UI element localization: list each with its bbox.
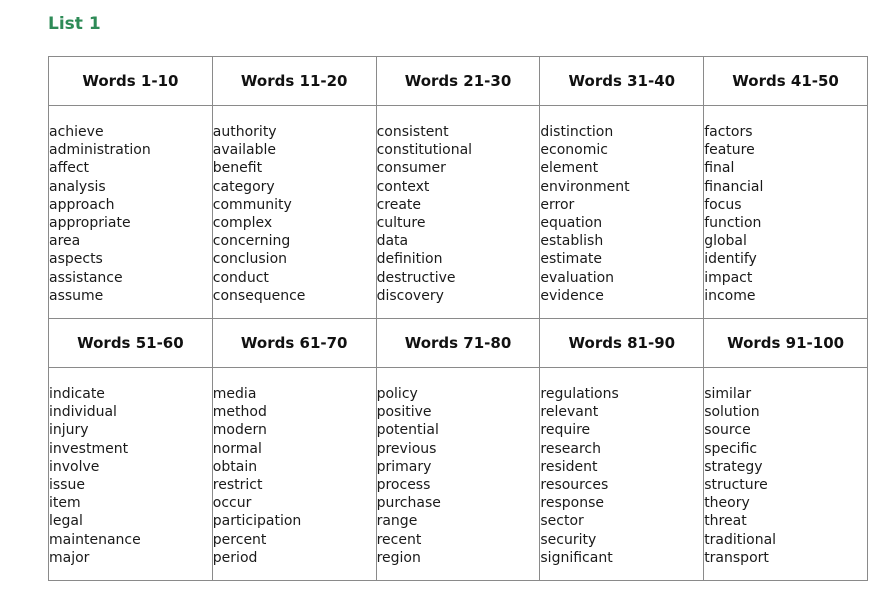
word-item: method xyxy=(212,404,267,421)
word-item: region xyxy=(376,549,421,566)
word-item: potential xyxy=(376,422,439,439)
word-item: establish xyxy=(540,233,604,250)
word-item: consumer xyxy=(376,160,446,177)
word-item: equation xyxy=(540,215,603,232)
word-item: identify xyxy=(704,251,757,268)
column-heading: Words 11-20 xyxy=(212,57,376,106)
word-item: source xyxy=(704,422,751,439)
word-item: regulations xyxy=(540,386,619,402)
word-item: community xyxy=(212,196,292,213)
word-item: administration xyxy=(49,142,151,159)
word-item: consequence xyxy=(212,287,306,304)
word-item: range xyxy=(376,513,418,530)
word-item: significant xyxy=(540,549,613,566)
word-group-cell xyxy=(540,106,704,319)
word-item: similar xyxy=(704,386,752,402)
word-item: evidence xyxy=(540,287,604,304)
word-list xyxy=(213,123,376,305)
word-item: economic xyxy=(540,142,608,159)
word-item: restrict xyxy=(212,477,263,494)
word-item: element xyxy=(540,160,599,177)
word-item: evaluation xyxy=(540,269,615,286)
word-list xyxy=(377,385,540,567)
word-item: issue xyxy=(49,477,85,494)
word-item: discovery xyxy=(376,287,444,304)
word-list xyxy=(49,385,212,567)
word-item: sector xyxy=(540,513,584,530)
word-item: authority xyxy=(212,124,277,140)
word-table-body xyxy=(49,57,868,581)
word-item: media xyxy=(212,386,257,402)
word-group-cell xyxy=(376,368,540,581)
word-item: legal xyxy=(49,513,83,530)
word-list xyxy=(540,385,703,567)
word-item: aspects xyxy=(49,251,103,268)
word-item: assistance xyxy=(49,269,123,286)
word-item: resident xyxy=(540,458,598,475)
heading-row xyxy=(49,319,868,368)
word-item: constitutional xyxy=(376,142,473,159)
word-item: percent xyxy=(212,531,267,548)
word-item: culture xyxy=(376,215,426,232)
column-heading: Words 91-100 xyxy=(704,319,868,368)
word-item: process xyxy=(376,477,431,494)
word-item: security xyxy=(540,531,597,548)
word-item: strategy xyxy=(704,458,763,475)
word-item: specific xyxy=(704,440,758,457)
column-heading: Words 71-80 xyxy=(376,319,540,368)
word-item: definition xyxy=(376,251,443,268)
word-item: recent xyxy=(376,531,422,548)
column-heading: Words 61-70 xyxy=(212,319,376,368)
word-list xyxy=(213,385,376,567)
word-item: threat xyxy=(704,513,747,530)
word-item: investment xyxy=(49,440,129,457)
word-list xyxy=(540,123,703,305)
column-heading: Words 41-50 xyxy=(704,57,868,106)
column-heading: Words 31-40 xyxy=(540,57,704,106)
word-item: normal xyxy=(212,440,262,457)
word-item: benefit xyxy=(212,160,263,177)
word-group-cell xyxy=(376,106,540,319)
word-group-cell xyxy=(540,368,704,581)
word-item: modern xyxy=(212,422,267,439)
words-row xyxy=(49,368,868,581)
word-item: require xyxy=(540,422,591,439)
word-item: complex xyxy=(212,215,273,232)
word-group-cell xyxy=(704,106,868,319)
word-item: theory xyxy=(704,495,750,512)
word-item: approach xyxy=(49,196,115,213)
word-item: major xyxy=(49,549,90,566)
word-item: destructive xyxy=(376,269,456,286)
word-item: impact xyxy=(704,269,753,286)
word-group-cell xyxy=(212,106,376,319)
word-item: environment xyxy=(540,178,630,195)
word-list xyxy=(377,123,540,305)
word-item: analysis xyxy=(49,178,106,195)
word-item: appropriate xyxy=(49,215,131,232)
word-item: create xyxy=(376,196,422,213)
word-item: feature xyxy=(704,142,755,159)
word-item: context xyxy=(376,178,430,195)
word-item: available xyxy=(212,142,276,159)
word-item: solution xyxy=(704,404,760,421)
word-group-cell xyxy=(49,368,213,581)
word-item: income xyxy=(704,287,756,304)
word-item: distinction xyxy=(540,124,614,140)
word-item: category xyxy=(212,178,275,195)
word-item: response xyxy=(540,495,604,512)
word-item: individual xyxy=(49,404,117,421)
word-list xyxy=(704,123,867,305)
word-item: conclusion xyxy=(212,251,288,268)
word-item: assume xyxy=(49,287,104,304)
word-group-cell xyxy=(704,368,868,581)
word-item: concerning xyxy=(212,233,291,250)
word-item: consistent xyxy=(376,124,449,140)
word-list xyxy=(704,385,867,567)
word-item: conduct xyxy=(212,269,269,286)
word-item: research xyxy=(540,440,601,457)
word-item: previous xyxy=(376,440,437,457)
word-item: structure xyxy=(704,477,768,494)
word-item: focus xyxy=(704,196,742,213)
word-item: positive xyxy=(376,404,432,421)
word-item: occur xyxy=(212,495,252,512)
word-list xyxy=(49,123,212,305)
word-item: maintenance xyxy=(49,531,141,548)
words-row xyxy=(49,106,868,319)
word-item: item xyxy=(49,495,81,512)
word-item: involve xyxy=(49,458,100,475)
word-item: factors xyxy=(704,124,753,140)
word-item: financial xyxy=(704,178,764,195)
word-item: purchase xyxy=(376,495,441,512)
word-item: final xyxy=(704,160,735,177)
word-item: participation xyxy=(212,513,302,530)
word-item: function xyxy=(704,215,762,232)
word-item: achieve xyxy=(49,124,104,140)
word-item: period xyxy=(212,549,258,566)
word-item: affect xyxy=(49,160,90,177)
word-item: transport xyxy=(704,549,769,566)
word-group-cell xyxy=(49,106,213,319)
word-item: primary xyxy=(376,458,432,475)
word-item: estimate xyxy=(540,251,602,268)
word-item: area xyxy=(49,233,81,250)
word-item: traditional xyxy=(704,531,777,548)
word-item: policy xyxy=(376,386,418,402)
word-group-cell xyxy=(212,368,376,581)
list-title: List 1 xyxy=(48,14,101,34)
column-heading: Words 51-60 xyxy=(49,319,213,368)
word-item: error xyxy=(540,196,575,213)
word-table xyxy=(48,56,868,581)
column-heading: Words 1-10 xyxy=(49,57,213,106)
word-item: data xyxy=(376,233,409,250)
column-heading: Words 21-30 xyxy=(376,57,540,106)
word-item: global xyxy=(704,233,747,250)
column-heading: Words 81-90 xyxy=(540,319,704,368)
word-item: indicate xyxy=(49,386,105,402)
heading-row xyxy=(49,57,868,106)
word-item: resources xyxy=(540,477,609,494)
word-item: obtain xyxy=(212,458,258,475)
word-item: injury xyxy=(49,422,89,439)
word-item: relevant xyxy=(540,404,599,421)
